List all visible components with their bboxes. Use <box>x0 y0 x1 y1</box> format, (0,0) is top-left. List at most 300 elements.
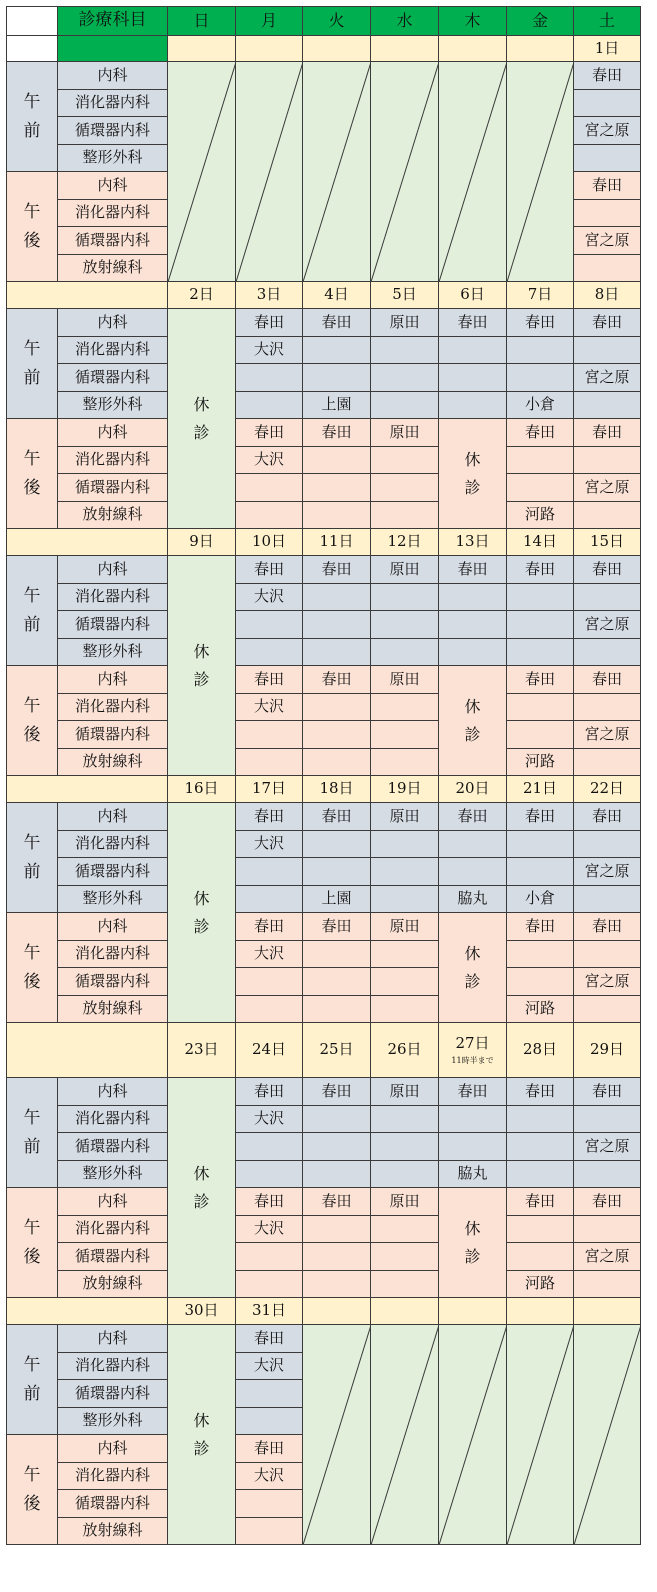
doctor-cell <box>574 1161 641 1189</box>
doctor-cell <box>507 858 574 886</box>
department-label: 放射線科 <box>58 749 168 777</box>
department-label: 消化器内科 <box>58 90 168 118</box>
date-cell <box>168 282 236 309</box>
doctor-cell <box>236 392 303 420</box>
doctor-cell <box>574 749 641 777</box>
doctor-cell: 春田 <box>439 309 507 337</box>
date-cell <box>439 529 507 556</box>
closed-char: 休 <box>464 697 481 717</box>
date-cell <box>439 36 507 62</box>
doctor-cell: 原田 <box>371 1188 439 1216</box>
doctor-cell <box>303 1216 371 1244</box>
period-char: 後 <box>23 230 41 251</box>
date-cell <box>507 36 574 62</box>
doctor-cell <box>303 831 371 859</box>
doctor-cell <box>371 502 439 530</box>
doctor-cell: 春田 <box>303 309 371 337</box>
doctor-cell <box>371 721 439 749</box>
doctor-cell <box>371 1133 439 1161</box>
doctor-cell <box>371 447 439 475</box>
department-label: 消化器内科 <box>58 831 168 859</box>
date-label: 1日 <box>594 38 620 57</box>
doctor-cell <box>371 996 439 1024</box>
period-label-pm <box>6 666 58 776</box>
doctor-cell: 河路 <box>507 502 574 530</box>
doctor-cell <box>303 639 371 667</box>
period-label-am <box>6 309 58 419</box>
period-char: 午 <box>23 943 41 964</box>
closed-char: 診 <box>464 724 481 744</box>
doctor-cell <box>507 831 574 859</box>
date-label: 12日 <box>387 532 422 551</box>
doctor-cell <box>439 858 507 886</box>
doctor-cell <box>574 1216 641 1244</box>
closed-char: 休 <box>193 642 210 662</box>
doctor-cell <box>303 858 371 886</box>
department-label: 循環器内科 <box>58 474 168 502</box>
doctor-cell: 宮之原 <box>574 721 641 749</box>
doctor-cell <box>439 337 507 365</box>
doctor-cell <box>574 1271 641 1299</box>
date-label: 22日 <box>589 779 625 798</box>
monthly-clinic-schedule <box>6 6 641 1586</box>
doctor-cell: 原田 <box>371 666 439 694</box>
doctor-cell <box>574 145 641 173</box>
doctor-cell: 小倉 <box>507 886 574 914</box>
sunday-closed-cell <box>168 1078 236 1298</box>
closed-char: 診 <box>193 422 210 442</box>
doctor-cell: 大沢 <box>236 1463 303 1491</box>
date-label: 20日 <box>455 779 490 798</box>
closed-char: 休 <box>464 944 481 964</box>
doctor-cell <box>507 364 574 392</box>
period-char: 午 <box>23 696 41 717</box>
doctor-cell <box>303 1243 371 1271</box>
date-label: 25日 <box>319 1040 354 1059</box>
period-char: 後 <box>23 1246 41 1267</box>
date-label: 19日 <box>387 779 422 798</box>
doctor-cell <box>303 968 371 996</box>
date-cell <box>303 776 371 803</box>
doctor-cell <box>507 584 574 612</box>
department-label: 循環器内科 <box>58 1380 168 1408</box>
date-label: 9日 <box>189 532 214 551</box>
period-label-pm <box>6 913 58 1023</box>
doctor-cell: 春田 <box>236 309 303 337</box>
date-label: 13日 <box>455 532 490 551</box>
doctor-cell <box>303 694 371 722</box>
doctor-cell <box>371 886 439 914</box>
period-label-am <box>6 1325 58 1435</box>
period-char: 前 <box>23 614 41 635</box>
date-cell <box>168 529 236 556</box>
doctor-cell: 大沢 <box>236 694 303 722</box>
doctor-cell <box>236 1408 303 1436</box>
date-label: 29日 <box>589 1040 625 1059</box>
date-cell <box>507 529 574 556</box>
doctor-cell: 原田 <box>371 309 439 337</box>
department-label: 消化器内科 <box>58 584 168 612</box>
date-label: 5日 <box>392 285 417 304</box>
doctor-cell: 春田 <box>574 309 641 337</box>
date-cell <box>439 1298 507 1325</box>
doctor-cell: 春田 <box>236 1078 303 1106</box>
thursday-closed-cell <box>439 1188 507 1298</box>
date-label: 24日 <box>251 1040 287 1059</box>
date-label: 10日 <box>251 532 287 551</box>
sunday-closed-cell <box>168 803 236 1023</box>
out-of-month-cell <box>507 62 574 282</box>
doctor-cell <box>574 639 641 667</box>
doctor-cell: 春田 <box>303 666 371 694</box>
date-label: 30日 <box>184 1301 219 1320</box>
period-char: 後 <box>23 1493 41 1514</box>
sunday-closed-cell <box>168 556 236 776</box>
doctor-cell: 春田 <box>574 172 641 200</box>
period-char: 後 <box>23 477 41 498</box>
doctor-cell <box>236 1518 303 1546</box>
doctor-cell: 春田 <box>507 1188 574 1216</box>
doctor-cell: 春田 <box>236 556 303 584</box>
doctor-cell <box>303 447 371 475</box>
period-label-pm <box>6 419 58 529</box>
doctor-cell: 春田 <box>507 1078 574 1106</box>
period-char: 午 <box>23 92 41 113</box>
date-cell <box>574 776 641 803</box>
department-label: 整形外科 <box>58 145 168 173</box>
department-label: 内科 <box>58 803 168 831</box>
doctor-cell: 春田 <box>507 666 574 694</box>
department-label: 内科 <box>58 62 168 90</box>
weekday-header-tue: 火 <box>303 6 371 36</box>
doctor-cell <box>371 858 439 886</box>
department-label: 内科 <box>58 1325 168 1353</box>
department-label: 放射線科 <box>58 502 168 530</box>
date-row-label <box>6 1023 168 1078</box>
department-label: 内科 <box>58 556 168 584</box>
period-label-pm <box>6 1435 58 1545</box>
doctor-cell <box>507 968 574 996</box>
doctor-cell <box>236 1243 303 1271</box>
out-of-month-cell <box>236 62 303 282</box>
department-label: 消化器内科 <box>58 200 168 228</box>
period-char: 午 <box>23 1465 41 1486</box>
department-label: 内科 <box>58 419 168 447</box>
date-cell <box>236 36 303 62</box>
doctor-cell: 大沢 <box>236 337 303 365</box>
doctor-cell <box>371 1271 439 1299</box>
doctor-cell <box>236 1271 303 1299</box>
doctor-cell <box>236 611 303 639</box>
closed-char: 診 <box>464 1246 481 1266</box>
doctor-cell <box>439 584 507 612</box>
doctor-cell <box>303 1271 371 1299</box>
department-label: 内科 <box>58 666 168 694</box>
department-label: 放射線科 <box>58 996 168 1024</box>
doctor-cell <box>574 502 641 530</box>
doctor-cell <box>507 611 574 639</box>
department-label: 整形外科 <box>58 1161 168 1189</box>
doctor-cell <box>574 255 641 283</box>
date-cell <box>574 36 641 62</box>
doctor-cell <box>507 1216 574 1244</box>
doctor-cell <box>236 1133 303 1161</box>
date-cell <box>371 36 439 62</box>
doctor-cell: 春田 <box>507 419 574 447</box>
date-cell <box>507 282 574 309</box>
subject-header-lower <box>58 36 168 62</box>
doctor-cell: 上園 <box>303 392 371 420</box>
period-char: 午 <box>23 1108 41 1129</box>
date-cell <box>574 1023 641 1078</box>
date-label: 31日 <box>251 1301 287 1320</box>
doctor-cell <box>371 1106 439 1134</box>
period-label-am <box>6 803 58 913</box>
doctor-cell: 春田 <box>236 1188 303 1216</box>
closed-char: 診 <box>464 971 481 991</box>
sunday-closed-cell <box>168 309 236 529</box>
doctor-cell <box>439 392 507 420</box>
doctor-cell: 春田 <box>507 913 574 941</box>
doctor-cell <box>574 996 641 1024</box>
doctor-cell <box>236 639 303 667</box>
thursday-closed-cell <box>439 419 507 529</box>
period-char: 午 <box>23 833 41 854</box>
date-cell <box>236 1023 303 1078</box>
doctor-cell <box>303 611 371 639</box>
period-char: 午 <box>23 339 41 360</box>
date-cell <box>303 529 371 556</box>
date-label: 2日 <box>189 285 214 304</box>
department-label: 整形外科 <box>58 886 168 914</box>
doctor-cell <box>507 941 574 969</box>
weekday-header-wed: 水 <box>371 6 439 36</box>
date-cell <box>168 1298 236 1325</box>
doctor-cell: 大沢 <box>236 1106 303 1134</box>
doctor-cell <box>574 694 641 722</box>
closed-char: 診 <box>193 1191 210 1211</box>
doctor-cell: 河路 <box>507 996 574 1024</box>
department-label: 整形外科 <box>58 392 168 420</box>
date-cell <box>168 36 236 62</box>
department-label: 消化器内科 <box>58 447 168 475</box>
doctor-cell <box>371 364 439 392</box>
doctor-cell <box>507 1243 574 1271</box>
doctor-cell <box>303 502 371 530</box>
department-label: 内科 <box>58 913 168 941</box>
closed-char: 休 <box>464 450 481 470</box>
doctor-cell <box>236 749 303 777</box>
doctor-cell: 春田 <box>236 1325 303 1353</box>
date-cell <box>507 776 574 803</box>
department-label: 循環器内科 <box>58 117 168 145</box>
doctor-cell <box>236 886 303 914</box>
date-cell <box>236 776 303 803</box>
doctor-cell <box>236 474 303 502</box>
thursday-closed-cell <box>439 913 507 1023</box>
doctor-cell <box>439 611 507 639</box>
date-row-label <box>6 776 168 803</box>
doctor-cell <box>439 364 507 392</box>
department-label: 放射線科 <box>58 1271 168 1299</box>
date-cell <box>236 1298 303 1325</box>
period-label-am <box>6 556 58 666</box>
doctor-cell <box>303 364 371 392</box>
weekday-header-mon: 月 <box>236 6 303 36</box>
doctor-cell <box>574 1106 641 1134</box>
department-label: 整形外科 <box>58 639 168 667</box>
doctor-cell <box>371 639 439 667</box>
doctor-cell <box>236 996 303 1024</box>
date-cell <box>303 1298 371 1325</box>
doctor-cell: 宮之原 <box>574 474 641 502</box>
department-label: 放射線科 <box>58 255 168 283</box>
date-cell <box>168 776 236 803</box>
doctor-cell <box>574 392 641 420</box>
doctor-cell: 春田 <box>303 913 371 941</box>
doctor-cell: 春田 <box>574 556 641 584</box>
doctor-cell <box>303 337 371 365</box>
date-label: 18日 <box>319 779 354 798</box>
doctor-cell <box>371 1216 439 1244</box>
doctor-cell <box>236 858 303 886</box>
date-label: 23日 <box>184 1040 219 1059</box>
doctor-cell: 春田 <box>574 62 641 90</box>
department-label: 循環器内科 <box>58 227 168 255</box>
doctor-cell: 春田 <box>439 803 507 831</box>
closed-char: 休 <box>193 1411 210 1431</box>
doctor-cell: 春田 <box>507 556 574 584</box>
doctor-cell <box>303 721 371 749</box>
department-label: 循環器内科 <box>58 1133 168 1161</box>
doctor-cell: 春田 <box>236 1435 303 1463</box>
doctor-cell <box>371 1161 439 1189</box>
doctor-cell <box>371 584 439 612</box>
date-label: 21日 <box>522 779 558 798</box>
doctor-cell: 大沢 <box>236 447 303 475</box>
doctor-cell <box>507 721 574 749</box>
doctor-cell: 春田 <box>303 556 371 584</box>
doctor-cell: 春田 <box>574 419 641 447</box>
date-cell <box>574 1298 641 1325</box>
doctor-cell <box>371 611 439 639</box>
doctor-cell <box>303 474 371 502</box>
doctor-cell <box>439 1133 507 1161</box>
period-char: 前 <box>23 120 41 141</box>
out-of-month-cell <box>574 1325 641 1545</box>
doctor-cell: 春田 <box>303 1188 371 1216</box>
closed-char: 診 <box>193 1438 210 1458</box>
doctor-cell <box>574 941 641 969</box>
doctor-cell <box>574 447 641 475</box>
closed-char: 診 <box>193 669 210 689</box>
doctor-cell <box>439 831 507 859</box>
doctor-cell: 宮之原 <box>574 858 641 886</box>
date-label: 27日 <box>455 1034 490 1053</box>
doctor-cell: 大沢 <box>236 941 303 969</box>
department-label: 消化器内科 <box>58 941 168 969</box>
doctor-cell <box>371 831 439 859</box>
out-of-month-cell <box>439 62 507 282</box>
doctor-cell: 大沢 <box>236 584 303 612</box>
out-of-month-cell <box>303 1325 371 1545</box>
doctor-cell: 上園 <box>303 886 371 914</box>
closed-char: 診 <box>193 916 210 936</box>
period-char: 午 <box>23 1218 41 1239</box>
doctor-cell: 春田 <box>236 419 303 447</box>
doctor-cell: 原田 <box>371 913 439 941</box>
closed-char: 休 <box>193 889 210 909</box>
doctor-cell: 春田 <box>574 1078 641 1106</box>
date-label: 7日 <box>527 285 553 304</box>
doctor-cell <box>371 941 439 969</box>
doctor-cell <box>371 968 439 996</box>
date-cell <box>371 529 439 556</box>
date-cell <box>371 1023 439 1078</box>
doctor-cell: 春田 <box>303 419 371 447</box>
period-label-am <box>6 1078 58 1188</box>
date-cell <box>371 1298 439 1325</box>
out-of-month-cell <box>168 62 236 282</box>
doctor-cell: 春田 <box>507 803 574 831</box>
doctor-cell: 春田 <box>574 803 641 831</box>
doctor-cell <box>371 392 439 420</box>
doctor-cell <box>371 749 439 777</box>
doctor-cell <box>507 1133 574 1161</box>
closed-char: 休 <box>193 395 210 415</box>
date-label: 3日 <box>256 285 282 304</box>
period-char: 前 <box>23 861 41 882</box>
weekday-header-sun: 日 <box>168 6 236 36</box>
doctor-cell <box>236 1161 303 1189</box>
period-char: 前 <box>23 1383 41 1404</box>
date-cell <box>236 529 303 556</box>
doctor-cell <box>236 1380 303 1408</box>
department-label: 循環器内科 <box>58 858 168 886</box>
department-label: 循環器内科 <box>58 1243 168 1271</box>
period-char: 後 <box>23 724 41 745</box>
doctor-cell <box>574 584 641 612</box>
closed-char: 診 <box>464 477 481 497</box>
department-label: 消化器内科 <box>58 337 168 365</box>
doctor-cell <box>507 447 574 475</box>
date-note: 11時半まで <box>451 1055 494 1065</box>
doctor-cell: 河路 <box>507 749 574 777</box>
date-row-label <box>6 529 168 556</box>
period-char: 午 <box>23 1355 41 1376</box>
doctor-cell <box>371 337 439 365</box>
date-label: 4日 <box>324 285 349 304</box>
department-label: 整形外科 <box>58 1408 168 1436</box>
doctor-cell: 原田 <box>371 556 439 584</box>
doctor-cell: 春田 <box>303 803 371 831</box>
department-label: 循環器内科 <box>58 1490 168 1518</box>
period-char: 前 <box>23 367 41 388</box>
date-cell <box>439 1023 507 1078</box>
weekday-header-fri: 金 <box>507 6 574 36</box>
closed-char: 休 <box>464 1219 481 1239</box>
doctor-cell <box>236 364 303 392</box>
doctor-cell: 宮之原 <box>574 117 641 145</box>
date-cell <box>574 529 641 556</box>
corner-cell <box>6 6 58 36</box>
department-label: 内科 <box>58 1078 168 1106</box>
department-label: 消化器内科 <box>58 1463 168 1491</box>
date-label: 17日 <box>251 779 287 798</box>
period-char: 午 <box>23 586 41 607</box>
doctor-cell: 原田 <box>371 803 439 831</box>
subject-header: 診療科目 <box>58 6 168 36</box>
